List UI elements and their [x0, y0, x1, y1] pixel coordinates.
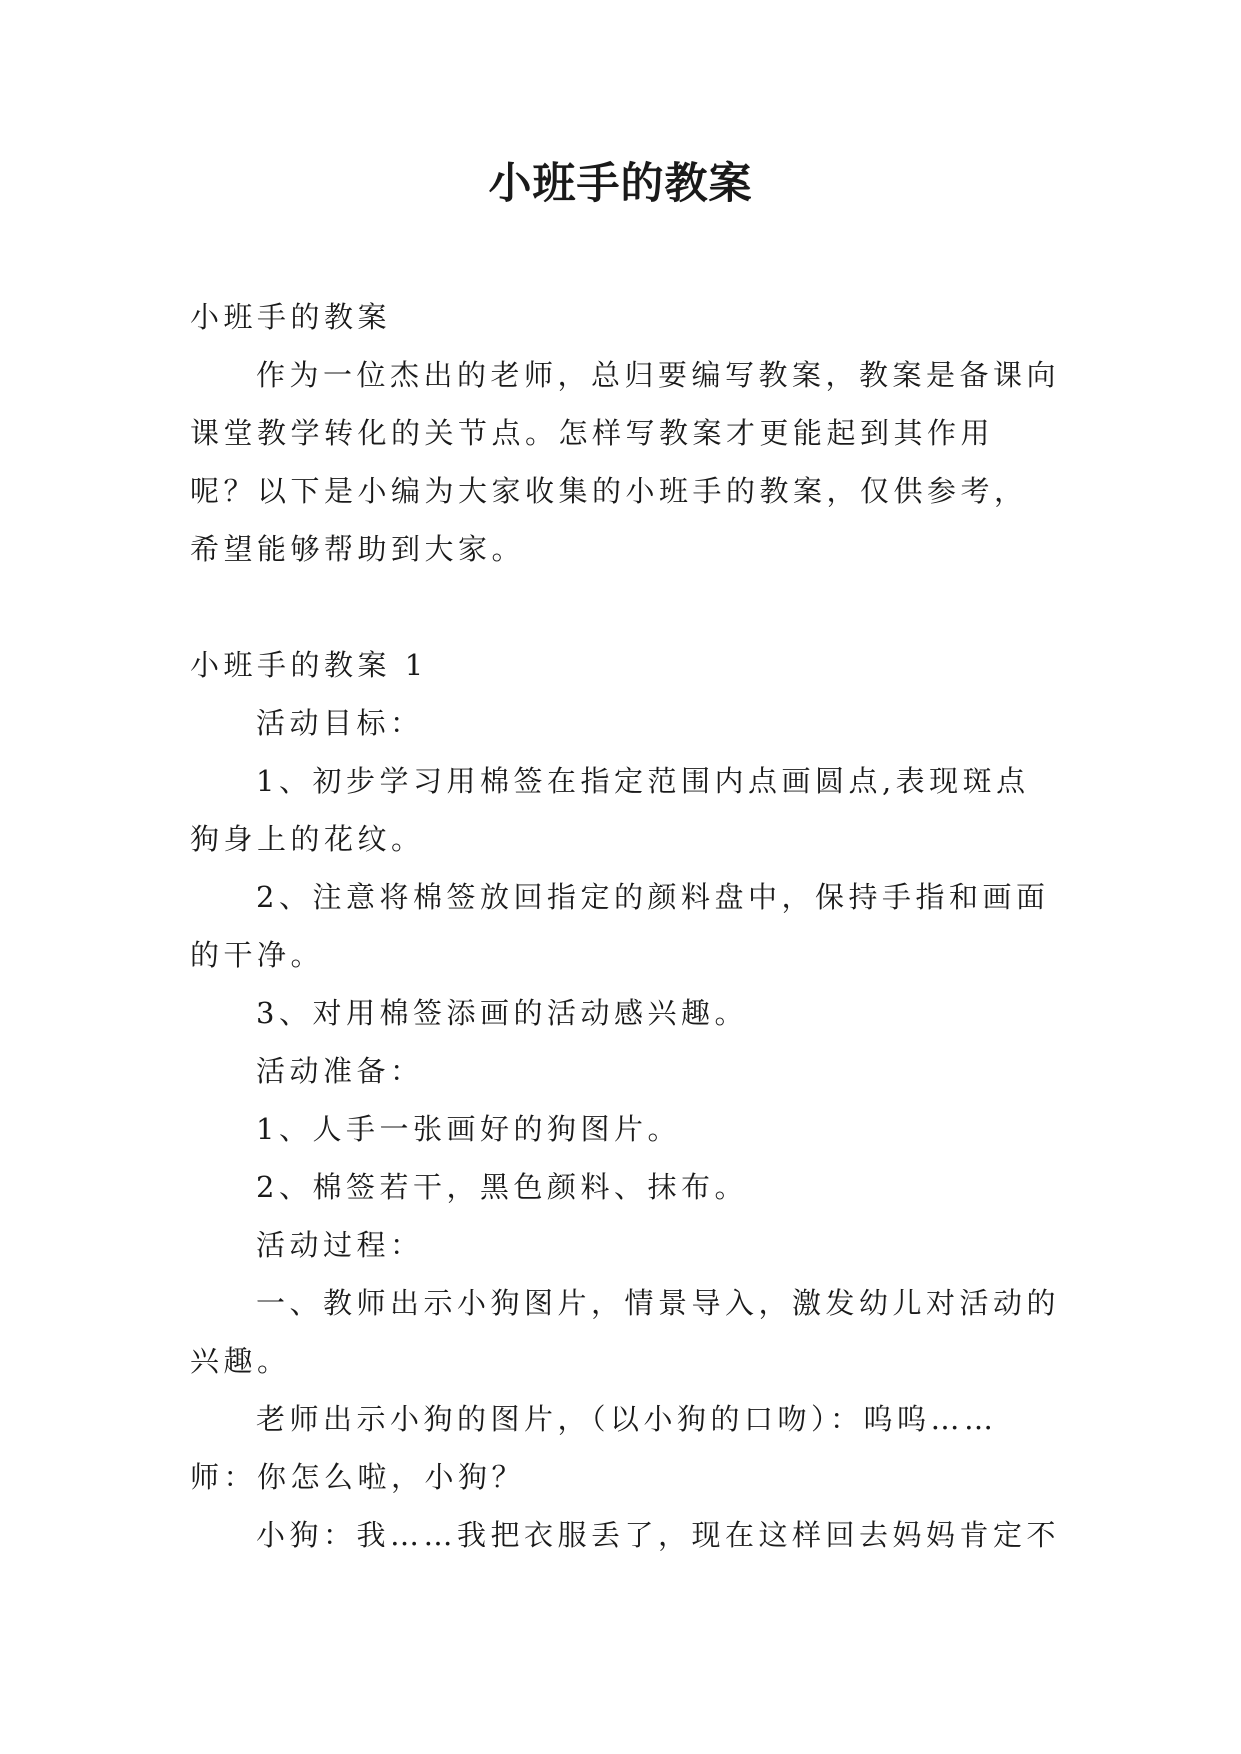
document-body	[190, 288, 1060, 1564]
section-heading: 小班手的教案 1	[190, 648, 428, 682]
paragraph-goal-1: 1、初步学习用棉签在指定范围内点画圆点,表现斑点狗身上的花纹。	[190, 764, 1030, 856]
intro-paragraph: 作为一位杰出的老师，总归要编写教案，教案是备课向课堂教学转化的关节点。怎样写教案才更能起到其作用呢？以下是小编为大家收集的小班手的教案，仅供参考，希望能够帮助到大家。	[190, 358, 1061, 566]
paragraph-prep-1: 1、人手一张画好的狗图片。	[256, 1112, 681, 1146]
paragraph-dialogue-1: 老师出示小狗的图片，（以小狗的口吻）：呜呜……师：你怎么啦，小狗？	[190, 1402, 998, 1494]
document-title: 小班手的教案	[488, 159, 753, 209]
paragraph-prep-2: 2、棉签若干，黑色颜料、抹布。	[256, 1170, 748, 1204]
paragraph-goal-3: 3、对用棉签添画的活动感兴趣。	[256, 996, 748, 1030]
paragraph-activity-prep: 活动准备：	[256, 1054, 424, 1088]
paragraph-process-1: 一、教师出示小狗图片，情景导入，激发幼儿对活动的兴趣。	[190, 1286, 1061, 1378]
paragraph-activity-process: 活动过程：	[256, 1228, 424, 1262]
paragraph-activity-goals: 活动目标：	[256, 706, 424, 740]
paragraph-dialogue-2: 小狗：我……我把衣服丢了，现在这样回去妈妈肯定不	[256, 1518, 1061, 1552]
subtitle-paragraph: 小班手的教案	[190, 300, 392, 334]
paragraph-goal-2: 2、注意将棉签放回指定的颜料盘中，保持手指和画面的干净。	[190, 880, 1050, 972]
